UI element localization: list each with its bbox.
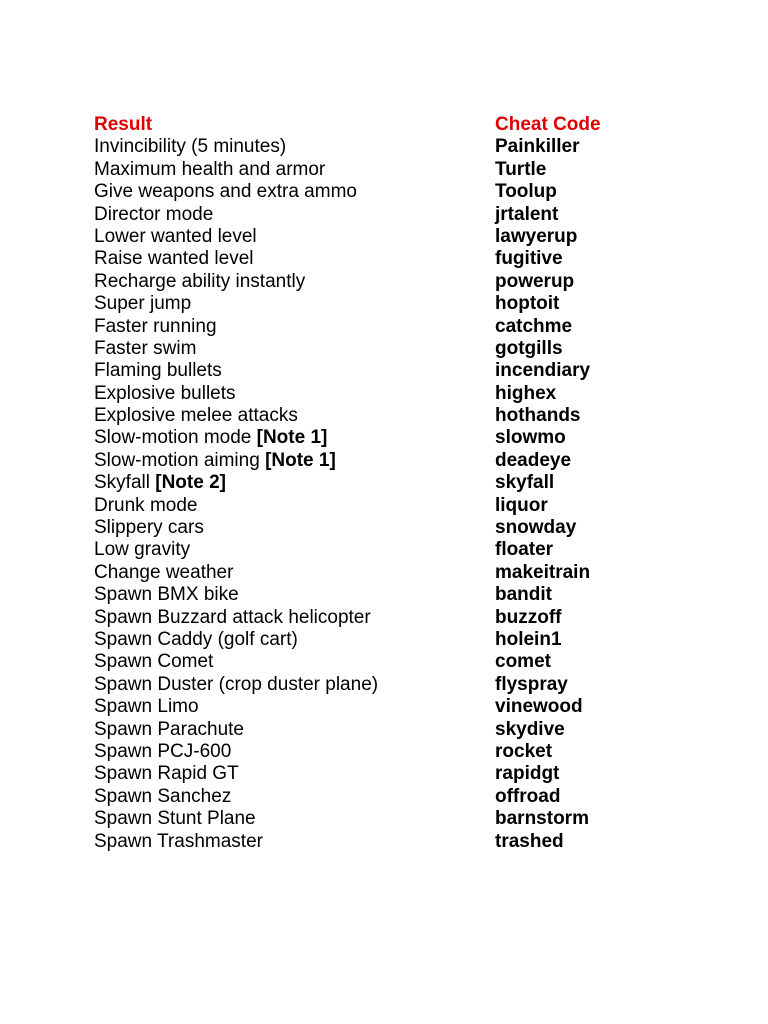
cheat-code-cell: snowday — [495, 517, 577, 539]
table-row — [94, 136, 714, 158]
cheat-code-cell: skydive — [495, 718, 565, 740]
table-row — [94, 629, 714, 651]
result-text: Skyfall — [94, 472, 150, 494]
table-row — [94, 271, 714, 293]
result-text: Slow-motion mode — [94, 427, 252, 449]
result-cell — [94, 293, 191, 315]
cheat-code-cell: lawyerup — [495, 225, 578, 247]
cheat-code-cell: hothands — [495, 405, 581, 427]
result-cell — [94, 719, 244, 741]
result-text: Spawn Trashmaster — [94, 830, 263, 852]
result-cell — [94, 226, 257, 248]
table-row — [94, 808, 714, 830]
table-row — [94, 450, 714, 472]
table-row — [94, 539, 714, 561]
result-cell — [94, 786, 231, 808]
cheat-code-cell: flyspray — [495, 673, 568, 695]
result-text: Change weather — [94, 561, 234, 583]
result-text: Explosive melee attacks — [94, 405, 298, 427]
result-text: Raise wanted level — [94, 248, 254, 270]
cheat-code-cell: offroad — [495, 785, 561, 807]
result-cell — [94, 517, 204, 539]
result-text: Spawn Sanchez — [94, 785, 232, 807]
result-cell — [94, 181, 357, 203]
result-cell — [94, 159, 325, 181]
result-text: Invincibility (5 minutes) — [94, 136, 287, 158]
cheat-code-cell: vinewood — [495, 696, 583, 718]
result-cell — [94, 316, 217, 338]
cheat-code-cell: skyfall — [495, 472, 555, 494]
result-text: Director mode — [94, 203, 214, 225]
result-text: Spawn PCJ-600 — [94, 740, 232, 762]
table-row — [94, 651, 714, 673]
table-row — [94, 204, 714, 226]
table-row — [94, 786, 714, 808]
result-text: Spawn Rapid GT — [94, 763, 239, 785]
result-cell — [94, 674, 378, 696]
result-cell — [94, 360, 222, 382]
note-reference: [Note 2] — [155, 472, 226, 494]
result-text: Slippery cars — [94, 517, 204, 539]
result-text: Lower wanted level — [94, 225, 257, 247]
table-row — [94, 472, 714, 494]
cheat-code-cell: rapidgt — [495, 763, 560, 785]
cheat-code-cell: gotgills — [495, 337, 563, 359]
result-text: Drunk mode — [94, 494, 198, 516]
cheat-code-cell: holein1 — [495, 628, 562, 650]
result-cell — [94, 651, 213, 673]
result-text: Super jump — [94, 293, 192, 315]
table-row — [94, 405, 714, 427]
cheat-code-column-header: Cheat Code — [495, 114, 601, 135]
result-cell — [94, 136, 286, 158]
result-text: Flaming bullets — [94, 360, 222, 382]
table-row — [94, 607, 714, 629]
cheat-code-cell: Toolup — [495, 181, 557, 203]
result-text: Give weapons and extra ammo — [94, 181, 357, 203]
note-reference: [Note 1] — [256, 427, 328, 449]
table-row — [94, 674, 714, 696]
cheat-code-cell: makeitrain — [495, 561, 591, 583]
result-cell — [94, 472, 226, 494]
cheat-code-cell: Painkiller — [495, 136, 580, 158]
result-text: Faster swim — [94, 337, 197, 359]
cheat-code-cell: Turtle — [495, 158, 547, 180]
table-body — [94, 136, 714, 853]
result-text: Maximum health and armor — [94, 158, 326, 180]
result-cell — [94, 607, 371, 629]
cheat-code-cell: jrtalent — [495, 203, 559, 225]
cheat-code-cell: slowmo — [495, 427, 566, 449]
result-text: Spawn Caddy (golf cart) — [94, 628, 298, 650]
result-cell — [94, 696, 199, 718]
result-text: Recharge ability instantly — [94, 270, 306, 292]
table-row — [94, 427, 714, 449]
table-row — [94, 719, 714, 741]
cheat-code-cell: barnstorm — [495, 808, 589, 830]
result-text: Spawn Stunt Plane — [94, 808, 256, 830]
result-text: Low gravity — [94, 539, 191, 561]
result-cell — [94, 204, 213, 226]
cheat-code-cell: liquor — [495, 494, 548, 516]
cheat-code-cell: catchme — [495, 315, 573, 337]
result-cell — [94, 271, 305, 293]
result-text: Spawn BMX bike — [94, 584, 239, 606]
cheat-code-cell: deadeye — [495, 449, 572, 471]
table-row — [94, 763, 714, 785]
table-row — [94, 495, 714, 517]
result-text: Faster running — [94, 315, 217, 337]
table-row — [94, 517, 714, 539]
table-row — [94, 181, 714, 203]
result-text: Slow-motion aiming — [94, 449, 260, 471]
cheat-code-table — [94, 114, 714, 853]
table-row — [94, 741, 714, 763]
cheat-code-cell: incendiary — [495, 360, 591, 382]
table-row — [94, 360, 714, 382]
result-text: Spawn Parachute — [94, 718, 244, 740]
result-cell — [94, 831, 263, 853]
result-cell — [94, 338, 196, 360]
table-row — [94, 696, 714, 718]
note-reference: [Note 1] — [265, 449, 336, 471]
table-row — [94, 383, 714, 405]
cheat-code-cell: bandit — [495, 584, 552, 606]
table-row — [94, 248, 714, 270]
cheat-code-cell: rocket — [495, 740, 553, 762]
result-cell — [94, 405, 298, 427]
result-text: Explosive bullets — [94, 382, 236, 404]
table-row — [94, 831, 714, 853]
result-text: Spawn Duster (crop duster plane) — [94, 673, 379, 695]
result-cell — [94, 808, 256, 830]
result-cell — [94, 741, 231, 763]
table-row — [94, 338, 714, 360]
cheat-code-cell: powerup — [495, 270, 575, 292]
result-text: Spawn Limo — [94, 696, 199, 718]
result-text: Spawn Buzzard attack helicopter — [94, 606, 371, 628]
cheat-code-cell: hoptoit — [495, 293, 560, 315]
cheat-code-cell: fugitive — [495, 248, 563, 270]
result-cell — [94, 584, 239, 606]
table-row — [94, 293, 714, 315]
cheat-code-cell: comet — [495, 651, 551, 673]
result-cell — [94, 763, 239, 785]
table-row — [94, 584, 714, 606]
cheat-code-cell: trashed — [495, 830, 564, 852]
result-cell — [94, 562, 233, 584]
result-cell — [94, 450, 336, 472]
table-row — [94, 226, 714, 248]
result-cell — [94, 427, 327, 449]
table-row — [94, 159, 714, 181]
table-row — [94, 562, 714, 584]
result-cell — [94, 629, 298, 651]
result-column-header: Result — [94, 114, 153, 135]
cheat-code-cell: floater — [495, 539, 554, 561]
result-cell — [94, 383, 236, 405]
result-cell — [94, 495, 198, 517]
table-row — [94, 316, 714, 338]
result-cell — [94, 248, 253, 270]
cheat-code-cell: buzzoff — [495, 606, 562, 628]
header-row — [94, 114, 714, 136]
result-text: Spawn Comet — [94, 651, 214, 673]
cheat-code-cell: highex — [495, 382, 557, 404]
result-cell — [94, 539, 190, 561]
